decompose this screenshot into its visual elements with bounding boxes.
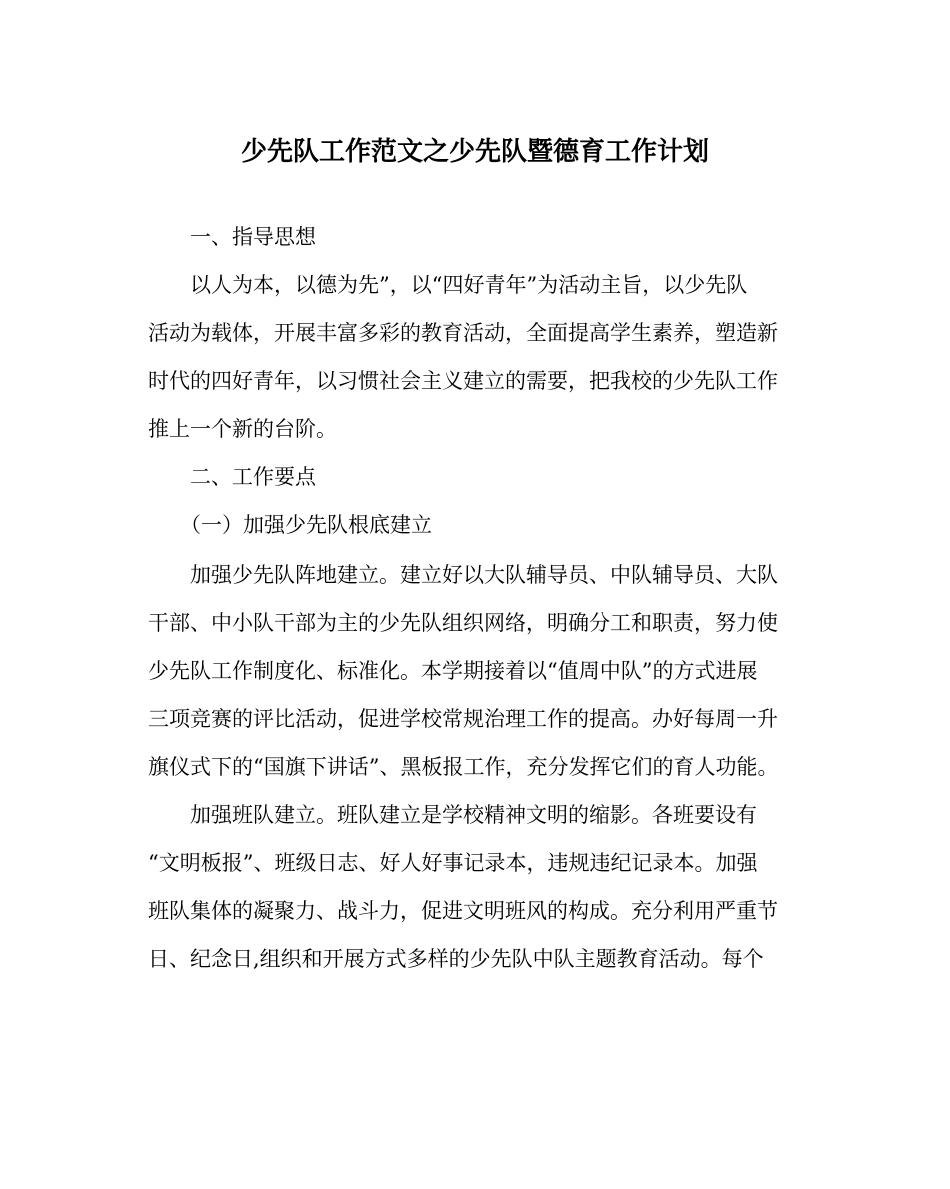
- paragraph-line: 加强班队建立。班队建立是学校精神文明的缩影。各班要设有: [190, 803, 757, 827]
- paragraph-line: 旗仪式下的“国旗下讲话”、黑板报工作，充分发挥它们的育人功能。: [148, 755, 779, 779]
- paragraph-line: 推上一个新的台阶。: [148, 417, 337, 441]
- paragraph-line: 干部、中小队干部为主的少先队组织网络，明确分工和职责，努力使: [148, 611, 778, 635]
- paragraph-line: 日、纪念日,组织和开展方式多样的少先队中队主题教育活动。每个: [148, 947, 764, 971]
- paragraph-line: 三项竞赛的评比活动，促进学校常规治理工作的提高。办好每周一升: [148, 707, 778, 731]
- paragraph-line: 活动为载体，开展丰富多彩的教育活动，全面提高学生素养，塑造新: [148, 321, 778, 345]
- paragraph-line: 时代的四好青年，以习惯社会主义建立的需要，把我校的少先队工作: [148, 369, 778, 393]
- section-heading-1: 一、指导思想: [190, 225, 316, 249]
- paragraph-line: “文明板报”、班级日志、好人好事记录本，违规违纪记录本。加强: [148, 851, 758, 875]
- section-heading-2: 二、工作要点: [190, 465, 316, 489]
- paragraph-line: 班队集体的凝聚力、战斗力，促进文明班风的构成。充分利用严重节: [148, 899, 778, 923]
- subsection-heading-1: （一）加强少先队根底建立: [180, 513, 432, 537]
- paragraph-line: 以人为本，以德为先”，以“四好青年”为活动主旨，以少先队: [190, 273, 748, 297]
- document-title: 少先队工作范文之少先队暨德育工作计划: [240, 137, 709, 167]
- paragraph-line: 加强少先队阵地建立。建立好以大队辅导员、中队辅导员、大队: [190, 563, 778, 587]
- paragraph-line: 少先队工作制度化、标准化。本学期接着以“值周中队”的方式进展: [148, 659, 758, 683]
